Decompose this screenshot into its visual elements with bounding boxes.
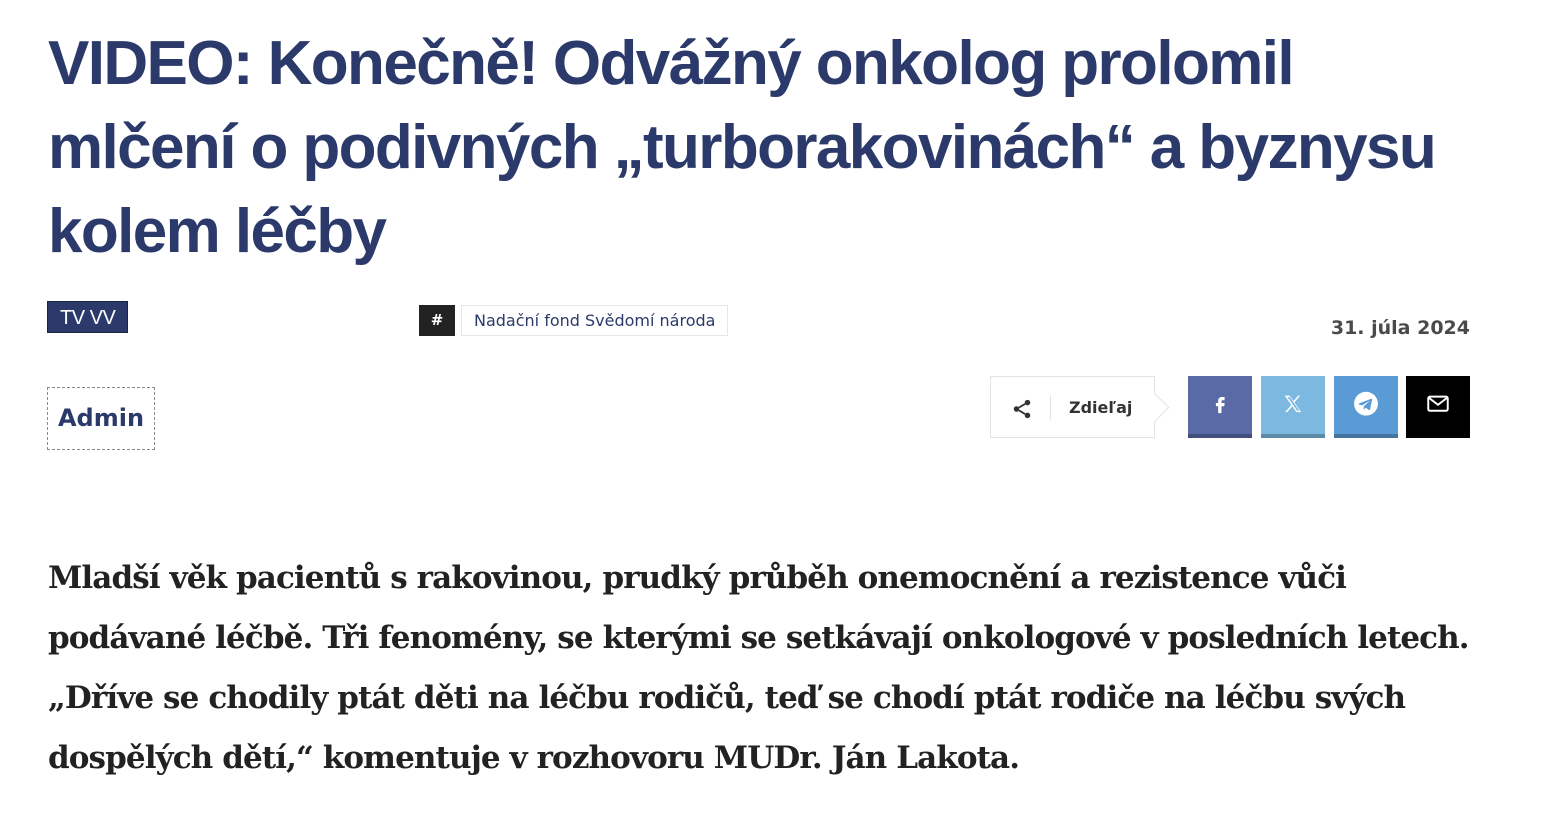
share-telegram-button[interactable] — [1334, 376, 1398, 438]
share-label-box — [990, 376, 1155, 438]
share-icon — [1011, 398, 1033, 420]
publish-date: 31. júla 2024 — [1330, 317, 1470, 339]
share-label: Zdieľaj — [1069, 398, 1133, 417]
article-headline: VIDEO: Konečně! Odvážný onkolog prolomil mlčení o podivných „turborakovinách“ a byznysu kolem léčby — [48, 29, 1436, 266]
telegram-icon — [1353, 391, 1379, 417]
author-box — [47, 387, 155, 450]
tag-hash-icon: # — [419, 305, 455, 336]
category-badge[interactable]: TV VV — [47, 301, 128, 333]
mail-icon — [1425, 391, 1451, 417]
article-lead: Mladší věk pacientů s rakovinou, prudký průběh onemocnění a rezistence vůči podávané léčbě. Tři fenomény, se kterými se setkávají onkologové v posledních letech. „Dříve se chodily ptát děti na léčbu rodičů, teď se chodí ptát rodiče na léčbu svých dospělých dětí,“ komentuje v rozhovoru MUDr. Ján Lakota. — [48, 560, 1469, 776]
share-email-button[interactable] — [1406, 376, 1470, 438]
share-x-button[interactable] — [1261, 376, 1325, 438]
share-divider — [1050, 395, 1051, 420]
x-icon — [1282, 393, 1304, 415]
facebook-icon — [1209, 393, 1231, 415]
share-facebook-button[interactable] — [1188, 376, 1252, 438]
author-link[interactable]: Admin — [57, 404, 145, 432]
tag-link[interactable]: Nadační fond Svědomí národa — [461, 305, 728, 336]
